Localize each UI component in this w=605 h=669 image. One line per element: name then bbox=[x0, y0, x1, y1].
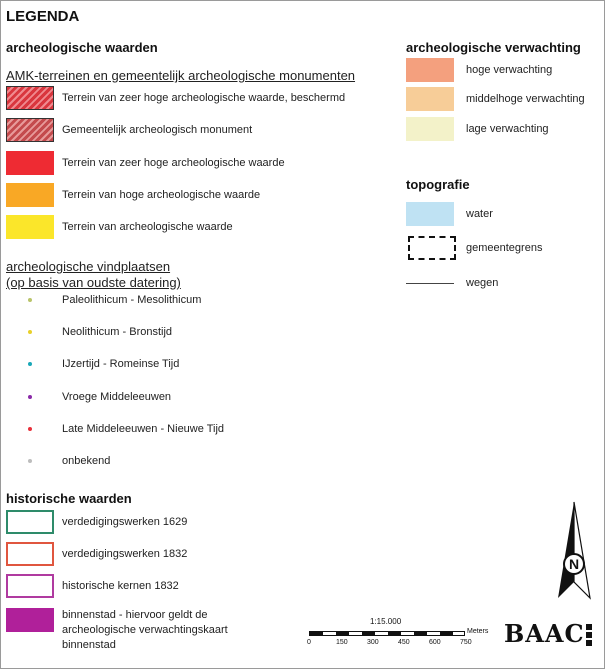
scale-bar bbox=[309, 631, 465, 636]
label-neolithicum: Neolithicum - Bronstijd bbox=[62, 326, 173, 338]
north-arrow-icon bbox=[552, 500, 596, 602]
label-binnenstad-line-2: archeologische verwachtingskaart bbox=[62, 624, 228, 636]
findspot-dot-ijzertijd bbox=[28, 362, 32, 366]
label-wegen: wegen bbox=[466, 277, 499, 289]
swatch-gemeentelijk-monument bbox=[6, 118, 54, 142]
scale-unit: Meters bbox=[467, 628, 489, 635]
label-gemeentelijk-monument: Gemeentelijk archeologisch monument bbox=[62, 124, 253, 136]
label-lage-verwachting: lage verwachting bbox=[466, 123, 549, 135]
label-zeer-hoge-beschermd: Terrein van zeer hoge archeologische waarde, beschermd bbox=[62, 92, 346, 104]
label-hoge-verwachting: hoge verwachting bbox=[466, 64, 553, 76]
arch-values-heading: archeologische waarden bbox=[6, 40, 158, 55]
label-hoge: Terrein van hoge archeologische waarde bbox=[62, 189, 261, 201]
swatch-wegen-line bbox=[406, 283, 454, 284]
swatch-middelhoge-verwachting bbox=[406, 87, 454, 111]
baac-logo-text: BAAC bbox=[504, 619, 585, 648]
scale-tick-600: 600 bbox=[429, 639, 441, 646]
label-binnenstad-line-1: binnenstad - hiervoor geldt de bbox=[62, 609, 208, 621]
swatch-gemeentegrens bbox=[408, 236, 456, 260]
label-late-middeleeuwen: Late Middeleeuwen - Nieuwe Tijd bbox=[62, 423, 225, 435]
swatch-archeologische-waarde bbox=[6, 215, 54, 239]
swatch-zeer-hoge-beschermd bbox=[6, 86, 54, 110]
label-paleolithicum: Paleolithicum - Mesolithicum bbox=[62, 294, 202, 306]
swatch-water bbox=[406, 202, 454, 226]
label-archeologische-waarde: Terrein van archeologische waarde bbox=[62, 221, 233, 233]
label-onbekend: onbekend bbox=[62, 455, 111, 467]
findspots-heading-2: (op basis van oudste datering) bbox=[6, 275, 181, 290]
label-zeer-hoge: Terrein van zeer hoge archeologische waarde bbox=[62, 157, 285, 169]
findspot-dot-neolithicum bbox=[28, 330, 32, 334]
amk-heading: AMK-terreinen en gemeentelijk archeologische monumenten bbox=[6, 68, 356, 83]
swatch-binnenstad bbox=[6, 608, 54, 632]
swatch-zeer-hoge bbox=[6, 151, 54, 175]
baac-logo-mark-icon bbox=[586, 624, 594, 646]
legend-title: LEGENDA bbox=[6, 8, 80, 25]
scale-ratio: 1:15.000 bbox=[370, 617, 402, 626]
label-verdedigingswerken-1832: verdedigingswerken 1832 bbox=[62, 548, 188, 560]
swatch-hoge-verwachting bbox=[406, 58, 454, 82]
scale-tick-750: 750 bbox=[460, 639, 472, 646]
scale-tick-150: 150 bbox=[336, 639, 348, 646]
topography-heading: topografie bbox=[406, 177, 470, 192]
label-gemeentegrens: gemeentegrens bbox=[466, 242, 543, 254]
swatch-lage-verwachting bbox=[406, 117, 454, 141]
expectation-heading: archeologische verwachting bbox=[406, 40, 581, 55]
findspot-dot-paleolithicum bbox=[28, 298, 32, 302]
historic-heading: historische waarden bbox=[6, 491, 132, 506]
swatch-verdedigingswerken-1629 bbox=[6, 510, 54, 534]
label-binnenstad-line-3: binnenstad bbox=[62, 639, 116, 651]
swatch-verdedigingswerken-1832 bbox=[6, 542, 54, 566]
label-vroege-middeleeuwen: Vroege Middeleeuwen bbox=[62, 391, 172, 403]
findspots-heading-1: archeologische vindplaatsen bbox=[6, 259, 171, 274]
findspot-dot-vroege-middeleeuwen bbox=[28, 395, 32, 399]
label-verdedigingswerken-1629: verdedigingswerken 1629 bbox=[62, 516, 188, 528]
baac-logo bbox=[504, 619, 585, 648]
label-historische-kernen: historische kernen 1832 bbox=[62, 580, 179, 592]
label-binnenstad bbox=[62, 608, 228, 653]
swatch-historische-kernen bbox=[6, 574, 54, 598]
swatch-hoge bbox=[6, 183, 54, 207]
findspot-dot-onbekend bbox=[28, 459, 32, 463]
scale-tick-450: 450 bbox=[398, 639, 410, 646]
findspot-dot-late-middeleeuwen bbox=[28, 427, 32, 431]
north-letter: N bbox=[568, 556, 580, 572]
label-middelhoge-verwachting: middelhoge verwachting bbox=[466, 93, 585, 105]
scale-tick-300: 300 bbox=[367, 639, 379, 646]
scale-tick-0: 0 bbox=[307, 639, 311, 646]
label-water: water bbox=[466, 208, 493, 220]
label-ijzertijd: IJzertijd - Romeinse Tijd bbox=[62, 358, 180, 370]
